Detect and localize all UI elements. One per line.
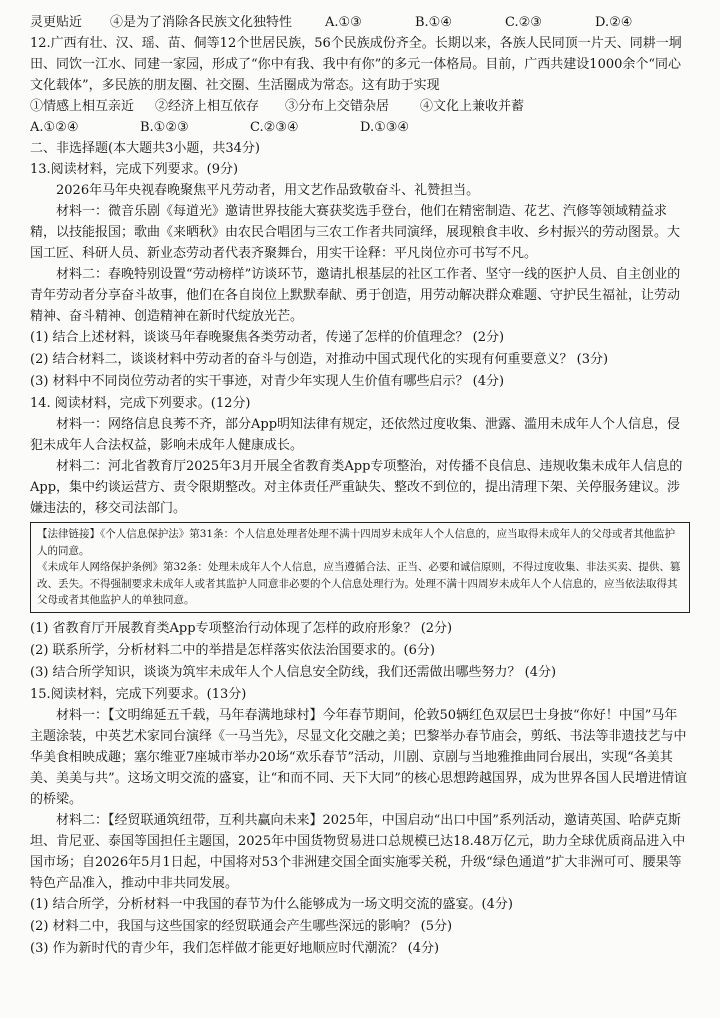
q13-intro: 2026年马年央视春晚聚焦平凡劳动者，用文艺作品致敬奋斗、礼赞担当。 [56,183,480,198]
q11-option-d: D.②④ [595,15,633,30]
q13-question-3: (3) 材料中不同岗位劳动者的实干事迹，对青少年实现人生价值有哪些启示？ (4分) [30,374,505,389]
q13-material-1: 材料一：微音乐剧《每道光》邀请世界技能大赛获奖选手登台，他们在精密制造、花艺、汽修等领域精益求精，以技能报国；歌曲《来晒秋》由农民合唱团与三农工作者共同演绎，展现粮食丰收、乡村振兴的劳动图景。大国工匠、科研人员、新业态劳动者代表齐聚舞台，用实干诠释：平凡岗位亦可书写不凡。 [30,204,681,261]
q12-option-c: C.②③④ [250,120,299,135]
q14-question-1: (1) 省教育厅开展教育类App专项整治行动体现了怎样的政府形象？ (2分) [30,620,453,636]
law-link-article-31: 【法律链接】《个人信息保护法》第31条：个人信息处理者处理不满十四周岁未成年人个人信息的，应当取得未成年人的父母或者其他监护人的同意。 [37,528,676,557]
q13-question-2: (2) 结合材料二，谈谈材料中劳动者的奋斗与创造，对推动中国式现代化的实现有何重要意义？ (3分) [30,352,609,367]
q14-material-1: 材料一：网络信息良莠不齐，部分App明知法律有规定，还依然过度收集、泄露、滥用未成年人个人信息，侵犯未成年人合法权益，影响未成年人健康成长。 [30,417,681,453]
q12-statement-1: ①情感上相互亲近 [30,99,135,114]
q13-question-1: (1) 结合上述材料，谈谈马年春晚聚焦各类劳动者，传递了怎样的价值理念？ (2分) [30,330,505,345]
q12-statements [30,96,690,117]
q14-material-2: 材料二：河北省教育厅2025年3月开展全省教育类App专项整治，对传播不良信息、违规收集未成年人信息的App，集中约谈运营方、责令限期整改。对主体责任严重缺失、整改不到位的，提出清理下架、关停服务建议。涉嫌违法的，移交司法部门。 [30,459,683,516]
q11-option-b: B.①④ [415,15,452,30]
q12-option-a: A.①②④ [30,120,79,135]
q13-material-2: 材料二：春晚特别设置“劳动榜样”访谈环节，邀请扎根基层的社区工作者、坚守一线的医护人员、自主创业的青年劳动者分享奋斗故事，他们在各自岗位上默默奉献、勇于创造，用劳动解决群众难题、守护民生福祉，让劳动精神、奋斗精神、创造精神在新时代绽放光芒。 [30,267,681,324]
q11-option-a: A.①③ [325,15,362,30]
q13-heading: 13.阅读材料，完成下列要求。(9分) [30,162,239,177]
q15-question-2: (2) 材料二中，我国与这些国家的经贸联通会产生哪些深远的影响？ (5分) [30,918,453,934]
q15-material-1: 材料一：【文明绵延五千载，马年春满地球村】今年春节期间，伦敦50辆红色双层巴士身披“你好！中国”马年主题涂装，中英艺术家同台演绎《一马当先》，尽显文化交融之美；巴黎举办春节庙会，剪纸、书法等非遗技艺与中华美食相映成趣；塞尔维亚7座城市举办20场“欢乐春节”活动，川剧、京剧与当地雅推曲同台展出，实现“各美其美、美美与共”。这场文明交流的盛宴，让“和而不同、天下大同”的核心思想跨越国界，成为世界各国人民增进情谊的桥梁。 [30,707,687,807]
q15-material-2: 材料二：【经贸联通筑纽带，互利共赢向未来】2025年，中国启动“出口中国”系列活动，邀请英国、哈萨克斯坦、肯尼亚、泰国等国担任主题国，2025年中国货物贸易进口总规模已达18.48万亿元，助力全球优质商品进入中国市场；自2026年5月1日起，中国将对53个非洲建交国全面实施零关税，升级“绿色通道”扩大非洲可可、腰果等特色产品准入，推动中非共同发展。 [30,812,686,891]
q15-question-3: (3) 作为新时代的青少年，我们怎样做才能更好地顺应时代潮流？ (4分) [30,940,440,956]
q14-question-3: (3) 结合所学知识，谈谈为筑牢未成年人个人信息安全防线，我们还需做出哪些努力？ (4分) [30,664,557,680]
law-link-box [30,522,690,613]
q12-option-b: B.①②③ [140,120,189,135]
q12-option-d: D.①③④ [360,120,410,135]
q11-lead: 灵更贴近 [30,15,83,30]
law-link-article-32: 《未成年人网络保护条例》第32条：处理未成年人个人信息，应当遵循合法、正当、必要和诚信原则，不得过度收集、非法买卖、提供、篡改、丢失。不得强制要求未成年人或者其监护人同意非必要的个人信息处理行为。处理不满十四周岁未成年人个人信息的，应当依法取得其父母或者其他监护人的单独同意。 [37,561,681,606]
q12-options [30,117,690,138]
q12-statement-4: ④文化上兼收并蓄 [420,99,525,114]
q11-option-c: C.②③ [505,15,542,30]
q15-heading: 15.阅读材料，完成下列要求。(13分) [30,686,247,702]
q11-tail-line [30,12,690,33]
q14-heading: 14. 阅读材料，完成下列要求。(12分) [30,396,251,411]
q11-statement-4: ④是为了消除各民族文化独特性 [110,15,293,30]
q12-statement-2: ②经济上相互依存 [155,99,260,114]
q15-question-1: (1) 结合所学，分析材料一中我国的春节为什么能够成为一场文明交流的盛宴。(4分) [30,896,513,912]
section-2-title: 二、非选择题(本大题共3小题，共34分) [30,141,260,156]
q12-stem: 12.广西有壮、汉、瑶、苗、侗等12个世居民族，56个民族成份齐全。长期以来，各族人民同顶一片天、同耕一垌田、同饮一江水、同建一家园，形成了“你中有我、我中有你”的多元一体格局。目前，广西共建设1000余个“同心文化载体”，多民族的朋友圈、社交圈、生活圈成为常态。这有助于实现 [30,36,682,93]
q14-question-2: (2) 联系所学，分析材料二中的举措是怎样落实依法治国要求的。(6分) [30,642,435,658]
q12-statement-3: ③分布上交错杂居 [285,99,390,114]
